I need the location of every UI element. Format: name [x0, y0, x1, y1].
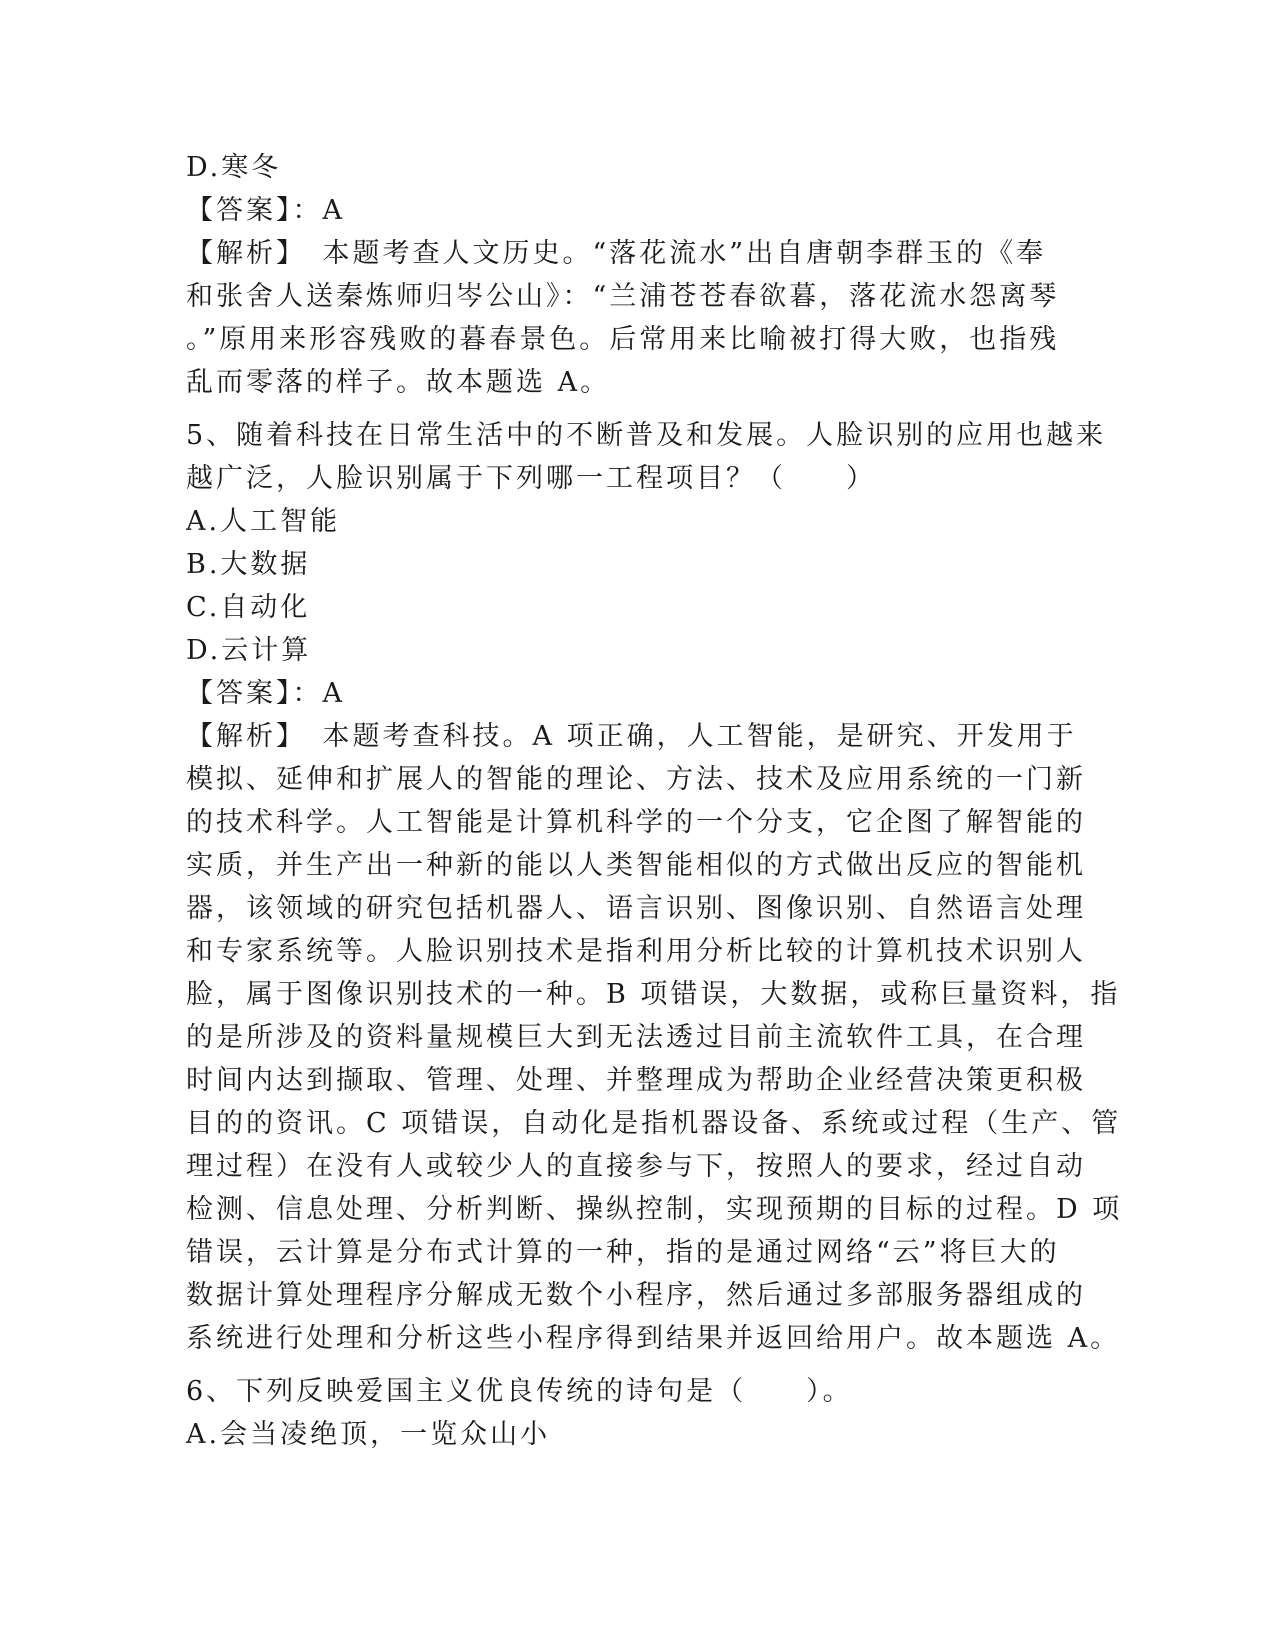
analysis-line: 乱而零落的样子。故本题选 A。: [186, 367, 611, 398]
question-stem-line: 越广泛，人脸识别属于下列哪一工程项目？（ ）: [186, 463, 876, 494]
analysis-line: 和张舍人送秦炼师归岑公山》：“兰浦苍苍春欲暮，落花流水怨离琴: [186, 281, 1060, 312]
previous-question-tail: [186, 146, 1086, 404]
analysis-block: [186, 232, 1086, 404]
option-d: D.云计算: [186, 635, 312, 666]
analysis-line: 。”原用来形容残败的暮春景色。后常用来比喻被打得大败，也指残: [186, 324, 1060, 355]
answer-label: 【答案】：A: [186, 195, 345, 226]
option-d: D.寒冬: [186, 152, 282, 183]
analysis-line: 理过程）在没有人或较少人的直接参与下，按照人的要求，经过自动: [186, 1151, 1086, 1182]
analysis-line: 【解析】 本题考查人文历史。“落花流水”出自唐朝李群玉的《奉: [186, 238, 1047, 269]
question-5: [186, 414, 1123, 1360]
analysis-line: 系统进行处理和分析这些小程序得到结果并返回给用户。故本题选 A。: [186, 1323, 1121, 1354]
answer-label: 【答案】：A: [186, 678, 345, 709]
analysis-line: 和专家系统等。人脸识别技术是指利用分析比较的计算机技术识别人: [186, 936, 1086, 967]
option-a: A.人工智能: [186, 506, 341, 537]
question-stem-line: 5、随着科技在日常生活中的不断普及和发展。人脸识别的应用也越来: [186, 420, 1107, 451]
analysis-line: 器，该领域的研究包括机器人、语言识别、图像识别、自然语言处理: [186, 893, 1086, 924]
question-stem-line: 6、下列反映爱国主义优良传统的诗句是（ ）。: [186, 1376, 853, 1407]
analysis-line: 目的的资讯。C 项错误，自动化是指机器设备、系统或过程（生产、管: [186, 1108, 1122, 1139]
question-6: [186, 1370, 1086, 1456]
analysis-line: 的技术科学。人工智能是计算机科学的一个分支，它企图了解智能的: [186, 807, 1086, 838]
document-page: [186, 146, 1123, 1456]
analysis-line: 错误，云计算是分布式计算的一种，指的是通过网络“云”将巨大的: [186, 1237, 1060, 1268]
analysis-line: 模拟、延伸和扩展人的智能的理论、方法、技术及应用系统的一门新: [186, 764, 1086, 795]
option-a: A.会当凌绝顶，一览众山小: [186, 1419, 551, 1450]
analysis-line: 【解析】 本题考查科技。A 项正确，人工智能，是研究、开发用于: [186, 721, 1077, 752]
analysis-block: [186, 715, 1123, 1360]
analysis-line: 脸，属于图像识别技术的一种。B 项错误，大数据，或称巨量资料，指: [186, 979, 1121, 1010]
option-c: C.自动化: [186, 592, 311, 623]
option-b: B.大数据: [186, 549, 311, 580]
analysis-line: 检测、信息处理、分析判断、操纵控制，实现预期的目标的过程。D 项: [186, 1194, 1123, 1225]
analysis-line: 时间内达到撷取、管理、处理、并整理成为帮助企业经营决策更积极: [186, 1065, 1086, 1096]
analysis-line: 的是所涉及的资料量规模巨大到无法透过目前主流软件工具，在合理: [186, 1022, 1086, 1053]
analysis-line: 数据计算处理程序分解成无数个小程序，然后通过多部服务器组成的: [186, 1280, 1086, 1311]
analysis-line: 实质，并生产出一种新的能以人类智能相似的方式做出反应的智能机: [186, 850, 1086, 881]
